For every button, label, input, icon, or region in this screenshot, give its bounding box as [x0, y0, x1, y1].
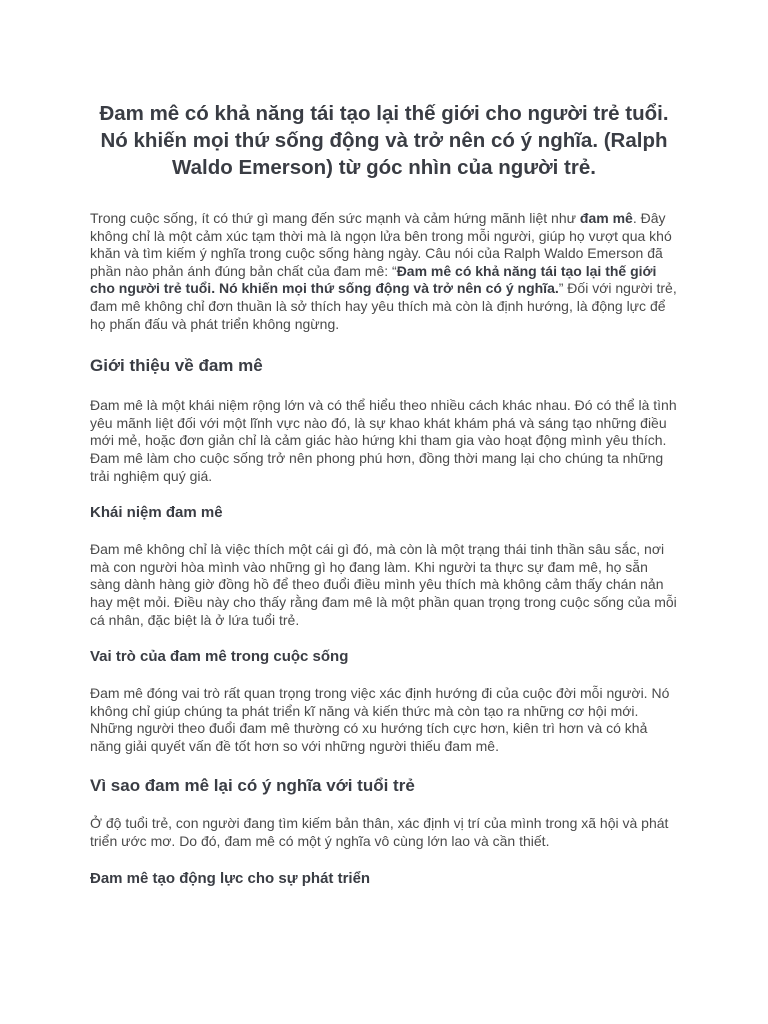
intro-text-2: . Đây không chỉ là một cảm xúc tạm thời mà là ngọn lửa bên trong mỗi người, giúp họ vượt qua khó khăn và tìm kiếm ý nghĩa trong cuộc sống hàng ngày. Câu nói của Ralph Waldo Emerson đã phần nào phản ánh đúng bản chất của đam mê: “	[90, 210, 672, 279]
section-paragraph-meaning: Ở độ tuổi trẻ, con người đang tìm kiếm bản thân, xác định vị trí của mình trong xã hội và phát triển ước mơ. Do đó, đam mê có một ý nghĩa vô cùng lớn lao và cần thiết.	[90, 815, 669, 850]
document-title: Đam mê có khả năng tái tạo lại thế giới cho người trẻ tuổi. Nó khiến mọi thứ sống động và trở nên có ý nghĩa. (Ralph Waldo Emerson) từ góc nhìn của người trẻ.	[99, 102, 669, 179]
subsection-heading-role: Vai trò của đam mê trong cuộc sống	[90, 648, 349, 666]
subsection-heading-concept: Khái niệm đam mê	[90, 504, 223, 522]
section-heading-meaning: Vì sao đam mê lại có ý nghĩa với tuổi trẻ	[90, 776, 415, 796]
intro-paragraph	[90, 210, 678, 333]
intro-quote-bold: Đam mê có khả năng tái tạo lại thế giới cho người trẻ tuổi. Nó khiến mọi thứ sống động và trở nên có ý nghĩa.	[90, 262, 657, 297]
subsection-heading-motivation: Đam mê tạo động lực cho sự phát triển	[90, 869, 371, 887]
intro-bold-1: đam mê	[579, 210, 633, 226]
subsection-paragraph-role: Đam mê đóng vai trò rất quan trọng trong việc xác định hướng đi của cuộc đời mỗi người. Nó không chỉ giúp chúng ta phát triển kĩ năng và kiến thức mà còn tạo ra những cơ hội mới. Những người theo đuổi đam mê thường có xu hướng tích cực hơn, kiên trì hơn và có khả năng giải quyết vấn đề tốt hơn so với những người thiếu đam mê.	[90, 685, 670, 754]
section-heading-intro: Giới thiệu về đam mê	[90, 356, 263, 376]
section-paragraph-intro: Đam mê là một khái niệm rộng lớn và có thể hiểu theo nhiều cách khác nhau. Đó có thể là tình yêu mãnh liệt đối với một lĩnh vực nào đó, là sự khao khát khám phá và sáng tạo những điều mới mẻ, hoặc đơn giản chỉ là cảm giác hào hứng khi tham gia vào hoạt động mình yêu thích. Đam mê làm cho cuộc sống trở nên phong phú hơn, đồng thời mang lại cho chúng ta những trải nghiệm quý giá.	[90, 397, 677, 484]
intro-text-3: ” Đối với người trẻ, đam mê không chỉ đơn thuần là sở thích hay yêu thích mà còn là định hướng, là động lực để họ phấn đấu và phát triển không ngừng.	[90, 280, 677, 332]
subsection-paragraph-concept: Đam mê không chỉ là việc thích một cái gì đó, mà còn là một trạng thái tinh thần sâu sắc, nơi mà con người hòa mình vào những gì họ đang làm. Khi người ta thực sự đam mê, họ sẵn sàng dành hàng giờ đồng hồ để theo đuổi điều mình yêu thích mà không cảm thấy chán nản hay mệt mỏi. Điều này cho thấy rằng đam mê là một phần quan trọng trong cuộc sống của mỗi cá nhân, đặc biệt là ở lứa tuổi trẻ.	[90, 541, 677, 628]
intro-text-1: Trong cuộc sống, ít có thứ gì mang đến sức mạnh và cảm hứng mãnh liệt như	[90, 210, 580, 226]
